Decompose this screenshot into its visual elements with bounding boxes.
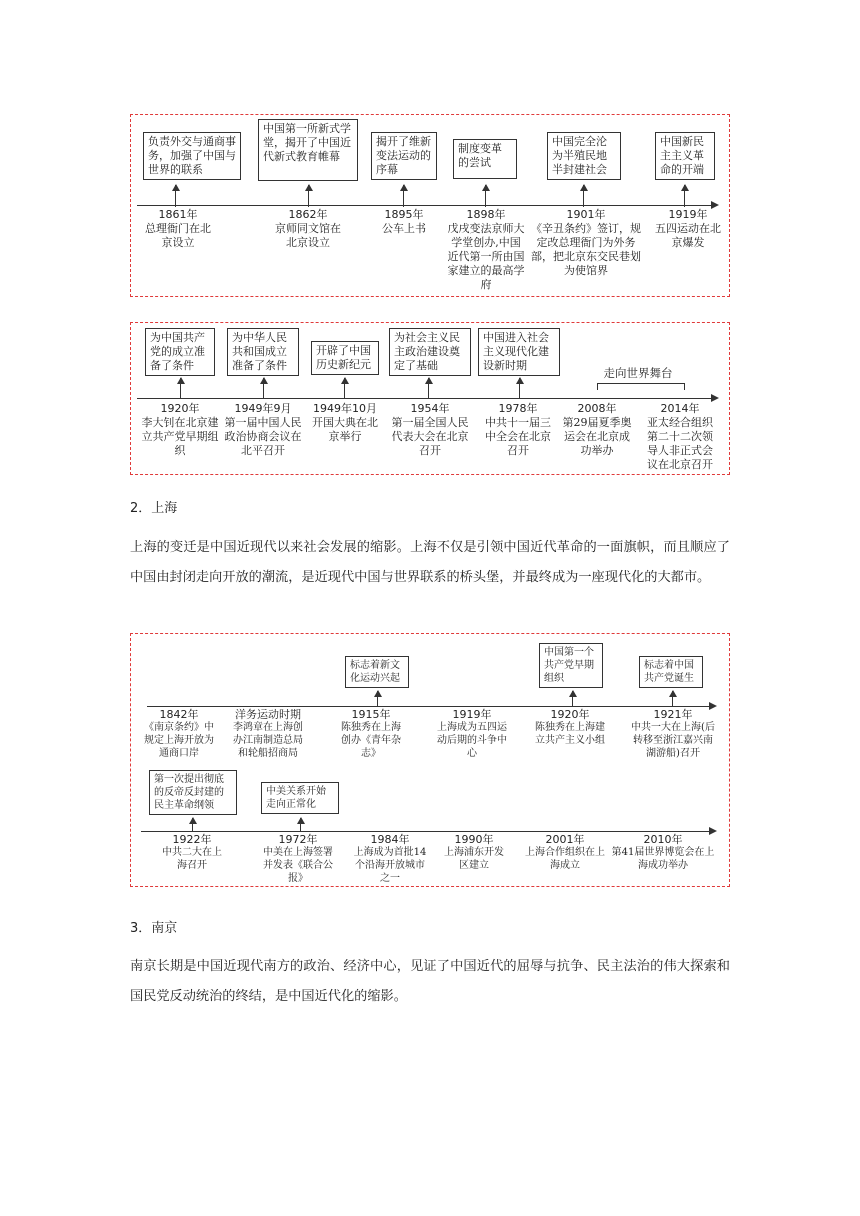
- timeline-event: [223, 402, 303, 458]
- event-year: 1920年: [160, 402, 200, 415]
- event-text: 中共十一届三中全会在北京召开: [485, 416, 551, 457]
- event-box: 第一次提出彻底的反帝反封建的民主革命纲领: [149, 770, 237, 815]
- event-text: 上海合作组织在上海成立: [525, 847, 605, 871]
- event-year: 1920年: [550, 708, 590, 721]
- timeline-event: [391, 402, 469, 458]
- beijing-timeline-2: [130, 322, 730, 475]
- event-text: 公车上书: [382, 222, 426, 235]
- event-year: 2008年: [577, 402, 617, 415]
- arrow-up: [180, 378, 181, 398]
- event-text: 上海浦东开发区建立: [444, 847, 504, 871]
- arrow-up: [175, 185, 176, 207]
- timeline-event: [143, 708, 215, 760]
- event-year: 2001年: [545, 833, 585, 846]
- event-year: 2010年: [643, 833, 683, 846]
- timeline-event: [447, 208, 525, 292]
- arrow-up: [344, 378, 345, 398]
- brace: [597, 383, 685, 390]
- section-paragraph: 南京长期是中国近现代南方的政治、经济中心，见证了中国近代的屈辱与抗争、民主法治的伟大探索和国民党反动统治的终结，是中国近代化的缩影。: [130, 959, 730, 1004]
- arrow-up: [519, 378, 520, 398]
- event-year: 2014年: [660, 402, 700, 415]
- event-year: 1842年: [159, 708, 199, 721]
- event-text: 五四运动在北京爆发: [655, 222, 721, 249]
- timeline-event: [531, 208, 641, 278]
- event-box: 开辟了中国历史新纪元: [311, 341, 379, 375]
- event-year: 1862年: [288, 208, 328, 221]
- shanghai-timeline: [130, 633, 730, 887]
- event-year: 1919年: [452, 708, 492, 721]
- event-text: 第一届中国人民政治协商会议在北平召开: [224, 416, 302, 457]
- timeline-event: [233, 708, 303, 760]
- event-text: 中共二大在上海召开: [162, 847, 222, 871]
- event-box: 负责外交与通商事务，加强了中国与世界的联系: [143, 132, 241, 180]
- arrow-up: [672, 691, 673, 707]
- event-box: 中国完全沦为半殖民地半封建社会: [547, 132, 621, 180]
- arrow-up: [572, 691, 573, 707]
- timeline-event: [629, 708, 717, 760]
- event-year: 1984年: [370, 833, 410, 846]
- timeline-event: [375, 208, 433, 236]
- arrow-up: [428, 378, 429, 398]
- event-text: 总理衙门在北京设立: [145, 222, 211, 249]
- event-year: 1954年: [410, 402, 450, 415]
- event-text: 上海成为五四运动后期的斗争中心: [437, 722, 507, 759]
- event-text: 李鸿章在上海创办江南制造总局和轮船招商局: [233, 722, 303, 759]
- event-year: 1922年: [172, 833, 212, 846]
- event-box: 制度变革的尝试: [453, 139, 517, 179]
- event-box: 为社会主义民主政治建设奠定了基础: [389, 328, 471, 376]
- timeline-axis: [137, 398, 717, 399]
- arrow-up: [403, 185, 404, 207]
- brace-label: 走向世界舞台: [603, 366, 673, 380]
- timeline-event: [337, 708, 405, 760]
- event-year: 1898年: [466, 208, 506, 221]
- timeline-axis: [137, 205, 717, 206]
- arrow-up: [300, 818, 301, 832]
- event-year: 1990年: [454, 833, 494, 846]
- event-year: 1921年: [653, 708, 693, 721]
- timeline-event: [609, 833, 717, 872]
- event-text: 《辛丑条约》签订，规定改总理衙门为外务部，把北京东交民巷划为使馆界: [531, 222, 641, 277]
- event-box: 中美关系开始走向正常化: [261, 782, 339, 814]
- event-box: 中国进入社会主义现代化建设新时期: [478, 328, 560, 376]
- arrow-up: [684, 185, 685, 207]
- timeline-event: [643, 402, 717, 472]
- event-year: 1978年: [498, 402, 538, 415]
- timeline-event: [275, 208, 341, 250]
- event-year: 1972年: [278, 833, 318, 846]
- arrow-up: [485, 185, 486, 207]
- event-text: 第一届全国人民代表大会在北京召开: [391, 416, 469, 457]
- event-text: 陈独秀在上海创办《青年杂志》: [341, 722, 401, 759]
- event-box: 揭开了维新变法运动的序幕: [371, 132, 437, 180]
- section-paragraph: 上海的变迁是中国近现代以来社会发展的缩影。上海不仅是引领中国近代革命的一面旗帜，而且顺应了中国由封闭走向开放的潮流，是近现代中国与世界联系的桥头堡，并最终成为一座现代化的大都市。: [130, 540, 730, 585]
- arrow-up: [377, 691, 378, 707]
- timeline-event: [437, 708, 507, 760]
- timeline-event: [141, 402, 219, 458]
- event-text: 中美在上海签署并发表《联合公报》: [263, 847, 333, 884]
- event-text: 陈独秀在上海建立共产主义小组: [535, 722, 605, 746]
- timeline-event: [351, 833, 429, 885]
- timeline-event: [483, 402, 553, 458]
- event-box: 中国新民主主义革命的开端: [655, 132, 715, 180]
- event-text: 中共一大在上海(后转移至浙江嘉兴南湖游船)召开: [631, 722, 715, 759]
- section-heading: 2．上海: [130, 501, 178, 516]
- event-year: 洋务运动时期: [235, 708, 301, 721]
- event-text: 《南京条约》中规定上海开放为通商口岸: [144, 722, 214, 759]
- event-box: 中国第一个共产党早期组织: [539, 643, 603, 688]
- timeline-event: [561, 402, 633, 458]
- event-year: 1901年: [566, 208, 606, 221]
- timeline-event: [259, 833, 337, 885]
- arrow-up: [192, 818, 193, 832]
- event-year: 1949年10月: [313, 402, 377, 415]
- timeline-event: [309, 402, 381, 444]
- event-box: 标志着中国共产党诞生: [639, 656, 703, 688]
- event-text: 李大钊在北京建立共产党早期组织: [141, 416, 219, 457]
- event-year: 1915年: [351, 708, 391, 721]
- event-year: 1919年: [668, 208, 708, 221]
- event-text: 京师同文馆在北京设立: [275, 222, 341, 249]
- timeline-event: [655, 208, 721, 250]
- event-text: 上海成为首批14个沿海开放城市之一: [353, 847, 427, 884]
- event-box: 中国第一所新式学堂，揭开了中国近代新式教育帷幕: [258, 119, 358, 181]
- timeline-event: [145, 208, 211, 250]
- event-year: 1861年: [158, 208, 198, 221]
- event-year: 1895年: [384, 208, 424, 221]
- event-box: 为中国共产党的成立准备了条件: [145, 328, 215, 376]
- event-text: 戊戌变法京师大学堂创办,中国近代第一所由国家建立的最高学府: [447, 222, 525, 291]
- event-text: 亚太经合组织第二十二次领导人非正式会议在北京召开: [647, 416, 713, 471]
- arrow-up: [583, 185, 584, 207]
- event-text: 第41届世界博览会在上海成功举办: [611, 847, 715, 871]
- event-text: 第29届夏季奥运会在北京成功举办: [562, 416, 632, 457]
- event-text: 开国大典在北京举行: [312, 416, 378, 443]
- event-box: 为中华人民共和国成立准备了条件: [227, 328, 299, 376]
- event-year: 1949年9月: [234, 402, 292, 415]
- event-box: 标志着新文化运动兴起: [345, 656, 409, 688]
- section-heading: 3．南京: [130, 921, 178, 936]
- timeline-event: [525, 833, 605, 872]
- arrow-up: [263, 378, 264, 398]
- timeline-event: [441, 833, 507, 872]
- arrow-up: [308, 185, 309, 207]
- timeline-axis: [147, 706, 715, 707]
- timeline-event: [535, 708, 605, 747]
- beijing-timeline-1: [130, 114, 730, 297]
- timeline-axis: [141, 831, 715, 832]
- timeline-event: [159, 833, 225, 872]
